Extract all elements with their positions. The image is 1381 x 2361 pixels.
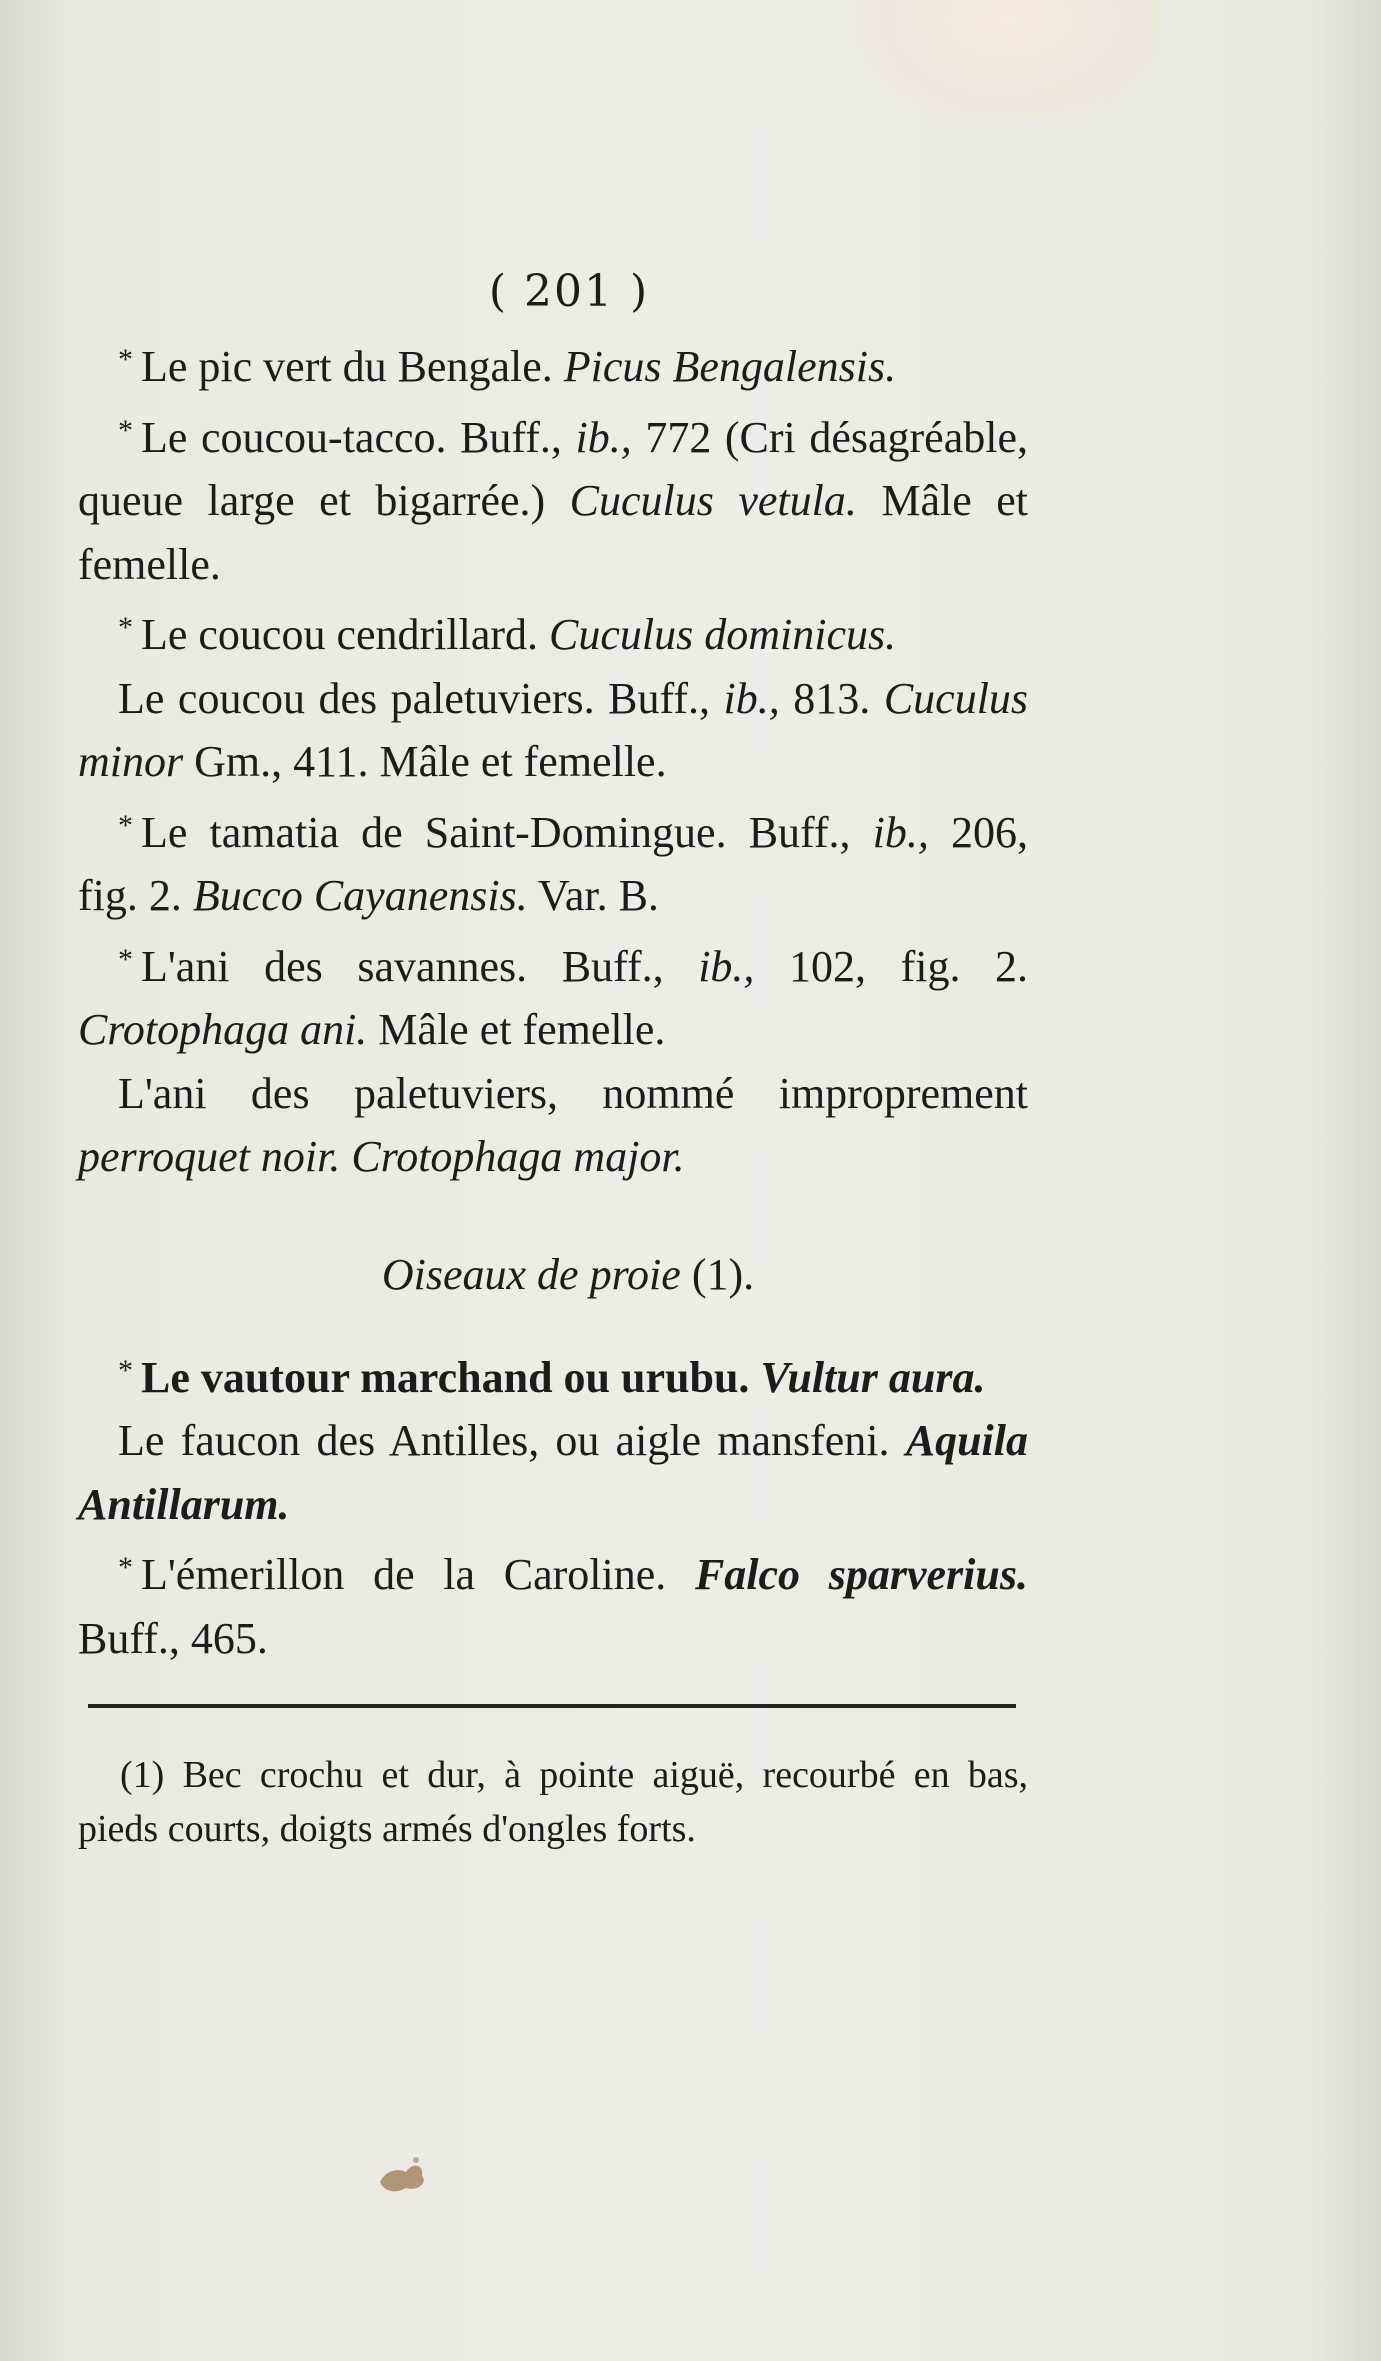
entry-vautour: * Le vautour marchand ou urubu. Vultur aura.	[118, 1352, 986, 1402]
entry-coucou-paletuviers: Le coucou des paletuviers. Buff., ib., 813. Cuculus minor Gm., 411. Mâle et femelle.	[78, 673, 1029, 786]
entry-coucou-cendrillard: * Le coucou cendrillard. Cuculus dominicus.	[118, 610, 897, 659]
entry-pic-vert: * Le pic vert du Bengale. Picus Bengalensis.	[118, 342, 897, 391]
entry-coucou-tacco: * Le coucou-tacco. Buff., ib., 772 (Cri désagréable, queue large et bigarrée.) Cuculus vetula. Mâle et femelle.	[78, 412, 1028, 589]
section-heading: Oiseaux de proie (1).	[381, 1249, 755, 1299]
footnote-rule	[88, 1704, 1016, 1708]
paper-stain	[860, 0, 1160, 120]
text-column	[78, 262, 1028, 1856]
entry-tamatia: * Le tamatia de Saint-Domingue. Buff., ib., 206, fig. 2. Bucco Cayanensis. Var. B.	[78, 807, 1029, 920]
ink-blot	[372, 2148, 432, 2196]
entry-emerillon: * L'émerillon de la Caroline. Falco sparverius. Buff., 465.	[78, 1550, 1028, 1663]
entry-faucon: Le faucon des Antilles, ou aigle mansfeni. Aquila Antillarum.	[78, 1416, 1028, 1529]
page-number: ( 201 )	[488, 266, 650, 317]
entry-ani-savannes: * L'ani des savannes. Buff., ib., 102, fig. 2. Crotophaga ani. Mâle et femelle.	[78, 941, 1029, 1054]
entry-ani-paletuviers: L'ani des paletuviers, nommé improprement perroquet noir. Crotophaga major.	[78, 1068, 1028, 1181]
footnote: (1) Bec crochu et dur, à pointe aiguë, recourbé en bas, pieds courts, doigts armés d'ongles forts.	[78, 1754, 1028, 1850]
